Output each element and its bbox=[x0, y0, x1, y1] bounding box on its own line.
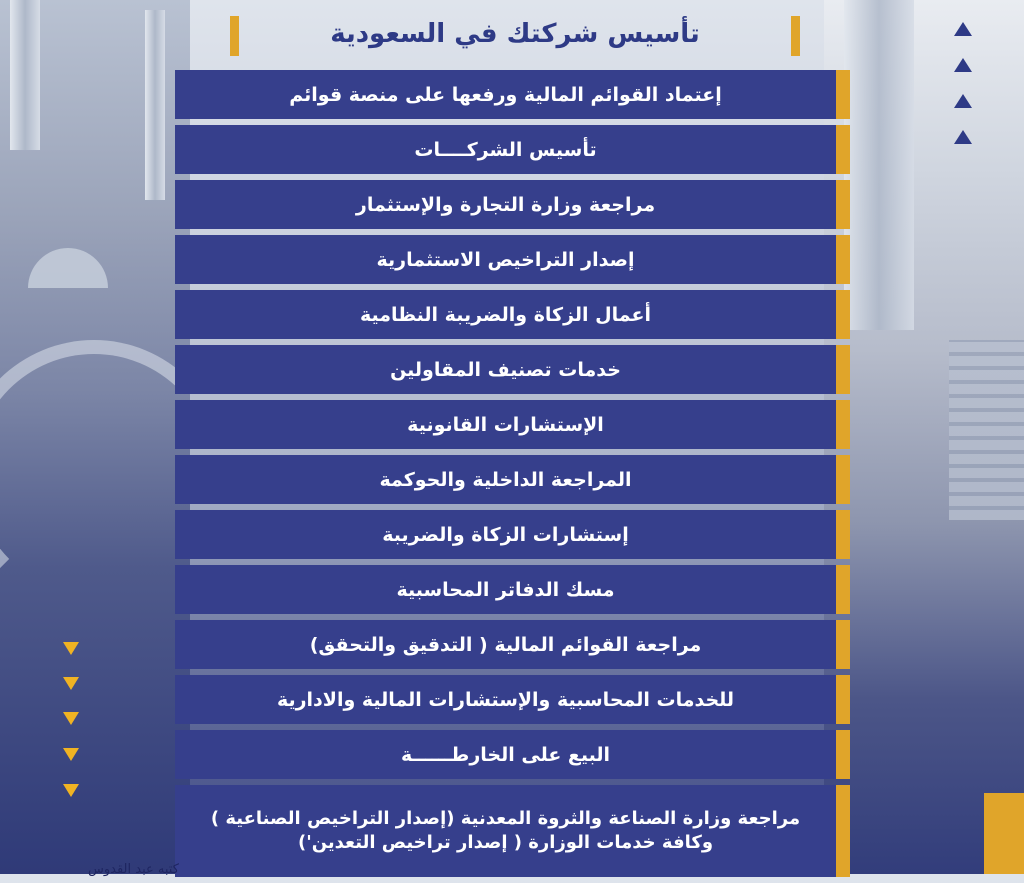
gold-corner-box bbox=[984, 793, 1024, 874]
service-item: إصدار التراخيص الاستثمارية bbox=[175, 235, 850, 284]
services-list bbox=[175, 70, 850, 883]
triangle-up-icon bbox=[954, 22, 972, 36]
tower-shape bbox=[145, 10, 165, 200]
service-item: البيع على الخارطــــــة bbox=[175, 730, 850, 779]
triangle-down-icon bbox=[63, 784, 79, 797]
page-title: تأسيس شركتك في السعودية bbox=[330, 19, 700, 49]
triangle-up-icon bbox=[954, 58, 972, 72]
service-item: إستشارات الزكاة والضريبة bbox=[175, 510, 850, 559]
service-item: للخدمات المحاسبية والإستشارات المالية والادارية bbox=[175, 675, 850, 724]
building-shape bbox=[949, 340, 1024, 520]
service-item: أعمال الزكاة والضريبة النظامية bbox=[175, 290, 850, 339]
service-item: مراجعة وزارة التجارة والإستثمار bbox=[175, 180, 850, 229]
triangle-down-icon bbox=[63, 712, 79, 725]
triangle-down-icon bbox=[63, 642, 79, 655]
page-header bbox=[230, 6, 800, 54]
service-item: إعتماد القوائم المالية ورفعها على منصة قوائم bbox=[175, 70, 850, 119]
service-item: مسك الدفاتر المحاسبية bbox=[175, 565, 850, 614]
tower-shape bbox=[10, 0, 40, 150]
title-accent-bar bbox=[230, 16, 239, 56]
service-item: مراجعة القوائم المالية ( التدقيق والتحقق) bbox=[175, 620, 850, 669]
triangle-up-icon bbox=[954, 94, 972, 108]
service-item-line: مراجعة وزارة الصناعة والثروة المعدنية (إصدار التراخيص الصناعية ) bbox=[210, 808, 801, 829]
title-accent-bar bbox=[791, 16, 800, 56]
tower-shape bbox=[844, 0, 914, 330]
service-item: المراجعة الداخلية والحوكمة bbox=[175, 455, 850, 504]
service-item-line: وكافة خدمات الوزارة ( إصدار تراخيص التعدين') bbox=[297, 832, 714, 853]
signature-text: كتبه عبد القدوس bbox=[88, 862, 179, 877]
service-item: تأسيس الشركــــات bbox=[175, 125, 850, 174]
service-item: خدمات تصنيف المقاولين bbox=[175, 345, 850, 394]
triangle-down-icon bbox=[63, 677, 79, 690]
triangle-up-icon bbox=[954, 130, 972, 144]
service-item: الإستشارات القانونية bbox=[175, 400, 850, 449]
triangle-down-icon bbox=[63, 748, 79, 761]
service-item-industry bbox=[175, 785, 850, 877]
